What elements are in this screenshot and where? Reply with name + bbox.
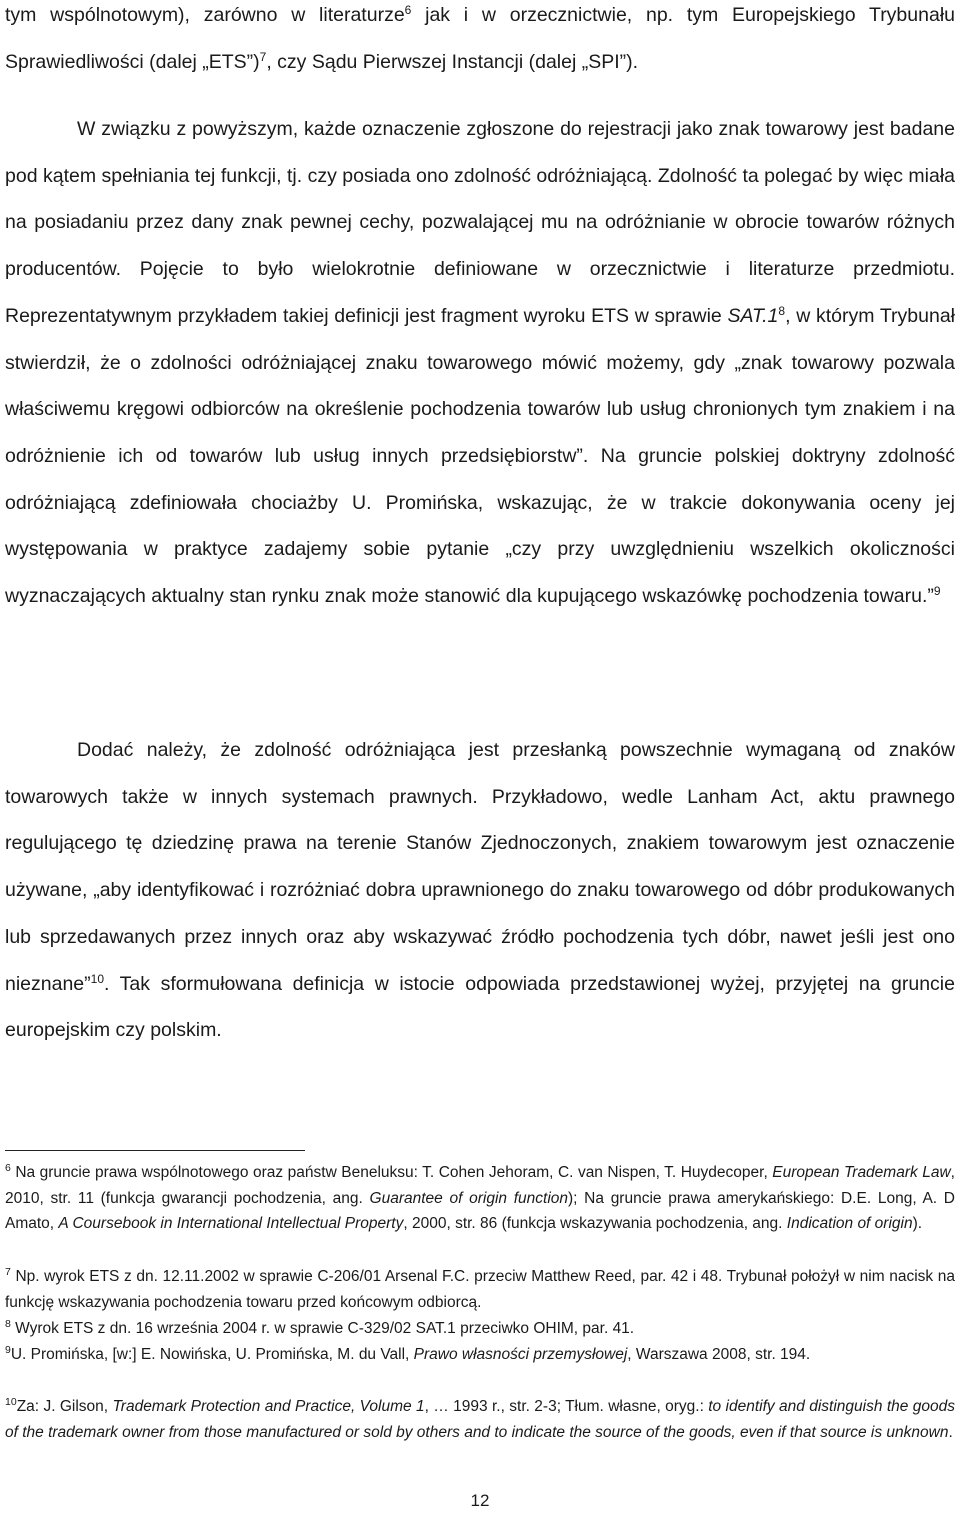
text-run: Wyrok ETS z dn. 16 września 2004 r. w sprawie C-329/02 SAT.1 przeciwko OHIM, par. 41. <box>10 1320 635 1337</box>
text-run: Za: J. Gilson, <box>16 1398 113 1415</box>
page-number: 12 <box>470 1491 490 1510</box>
footnote-number: 8 <box>5 1318 11 1331</box>
text-run: . <box>948 1423 953 1441</box>
footnote-ref-10[interactable]: 10 <box>90 971 105 986</box>
paragraph-distinctiveness <box>5 106 955 620</box>
paragraph-lanham-act <box>5 727 955 1054</box>
text-run: ). <box>912 1215 923 1232</box>
footnote-number: 10 <box>5 1396 17 1409</box>
footnote-9 <box>5 1342 955 1368</box>
italic-quote: to identify and distinguish the goods of the trademark owner from those manufactured or sold by others and to indicate the source of the goods, even if that source is unknown <box>5 1398 955 1441</box>
paragraph-continuation <box>5 0 955 85</box>
text-run: . Tak sformułowana definicja w istocie odpowiada przedstawionej wyżej, przyjętej na gruncie europejskim czy polskim. <box>5 972 955 1042</box>
italic-title: Prawo własności przemysłowej <box>413 1346 628 1363</box>
footnote-separator <box>5 1150 305 1151</box>
footnote-7 <box>5 1264 955 1315</box>
footnote-ref-8[interactable]: 8 <box>778 303 786 318</box>
text-run: , czy Sądu Pierwszej Instancji (dalej „SPI”). <box>266 50 639 73</box>
footnote-6 <box>5 1160 955 1237</box>
text-run: W związku z powyższym, każde oznaczenie zgłoszone do rejestracji jako znak towarowy jest badane pod kątem spełniania tej funkcji, tj. czy posiada ono zdolność odróżniającą. Zdolność ta polegać by więc miała na posiadaniu przez dany znak pewnej cechy, pozwalającej mu na odróżnianie w obrocie towarów różnych producentów. Pojęcie to było wielokrotnie definiowane w orzecznictwie i literaturze przedmiotu. Reprezentatywnym przykładem takiej definicji jest fragment wyroku ETS w sprawie <box>5 118 955 327</box>
footnote-10 <box>5 1394 955 1445</box>
text-run: , 2000, str. 86 (funkcja wskazywania pochodzenia, ang. <box>403 1215 787 1232</box>
text-run: , … 1993 r., str. 2-3; Tłum. własne, oryg.: <box>424 1398 709 1415</box>
text-run: jak i w orzecznictwie, np. tym Europejskiego Trybunału Sprawiedliwości (dalej „ETS”) <box>5 4 955 73</box>
footnote-ref-7[interactable]: 7 <box>259 49 267 64</box>
text-run: Dodać należy, że zdolność odróżniająca jest przesłanką powszechnie wymaganą od znaków towarowych także w innych systemach prawnych. Przykładowo, wedle Lanham Act, aktu prawnego regulującego tę dziedzinę prawa na terenie Stanów Zjednoczonych, znakiem towarowym jest oznaczenie używane, „aby identyfikować i rozróżniać dobra uprawnionego do znaku towarowego od dóbr produkowanych lub sprzedawanych przez innych oraz aby wskazywać źródło pochodzenia tych dóbr, nawet jeśli jest ono nieznane” <box>5 739 955 995</box>
italic-title: European Trademark Law <box>772 1164 951 1181</box>
text-run: tym wspólnotowym), zarówno w literaturze <box>5 4 405 26</box>
footnote-number: 6 <box>5 1162 11 1175</box>
text-run: Np. wyrok ETS z dn. 12.11.2002 w sprawie C-206/01 Arsenal F.C. przeciw Matthew Reed, par. 42 i 48. Trybunał położył w nim nacisk na funkcję wskazywania pochodzenia towaru przed końcowym odbiorcą. <box>5 1268 955 1311</box>
italic-term: Guarantee of origin function <box>369 1189 569 1207</box>
text-run: , 2010, str. 11 (funkcja gwarancji pochodzenia, ang. <box>5 1164 955 1207</box>
text-run: , Warszawa 2008, str. 194. <box>627 1346 811 1363</box>
footnote-ref-6[interactable]: 6 <box>404 2 412 17</box>
text-run: ); Na gruncie prawa amerykańskiego: D.E. Long, A. D Amato, <box>5 1189 955 1232</box>
text-run: , w którym Trybunał stwierdził, że o zdolności odróżniającej znaku towarowego mówić możemy, gdy „znak towarowy pozwala właściwemu kręgowi odbiorców na określenie pochodzenia towarów lub usług chronionych tym znakiem i na odróżnienie ich od towarów lub usług innych przedsiębiorstw”. Na gruncie polskiej doktryny zdolność odróżniającą zdefiniowała chociażby U. Promińska, wskazując, że w trakcie dokonywania oceny jej występowania w praktyce zadajemy sobie pytanie „czy przy uwzględnieniu wszelkich okoliczności wyznaczających aktualny stan rynku znak może stanowić dla kupującego wskazówkę pochodzenia towaru.” <box>5 304 955 608</box>
footnote-8 <box>5 1316 955 1342</box>
text-run: U. Promińska, [w:] E. Nowińska, U. Promińska, M. du Vall, <box>10 1346 414 1363</box>
italic-title: A Coursebook in International Intellectual Property <box>58 1215 404 1232</box>
italic-term: Indication of origin <box>786 1215 913 1232</box>
footnote-number: 9 <box>5 1344 11 1357</box>
footnote-number: 7 <box>5 1266 11 1279</box>
italic-case-name: SAT.1 <box>727 304 779 327</box>
footnote-ref-9[interactable]: 9 <box>933 583 941 598</box>
italic-title: Trademark Protection and Practice, Volume 1 <box>112 1398 425 1415</box>
text-run: Na gruncie prawa wspólnotowego oraz państw Beneluksu: T. Cohen Jehoram, C. van Nispen, T. Huydecoper, <box>10 1164 773 1181</box>
